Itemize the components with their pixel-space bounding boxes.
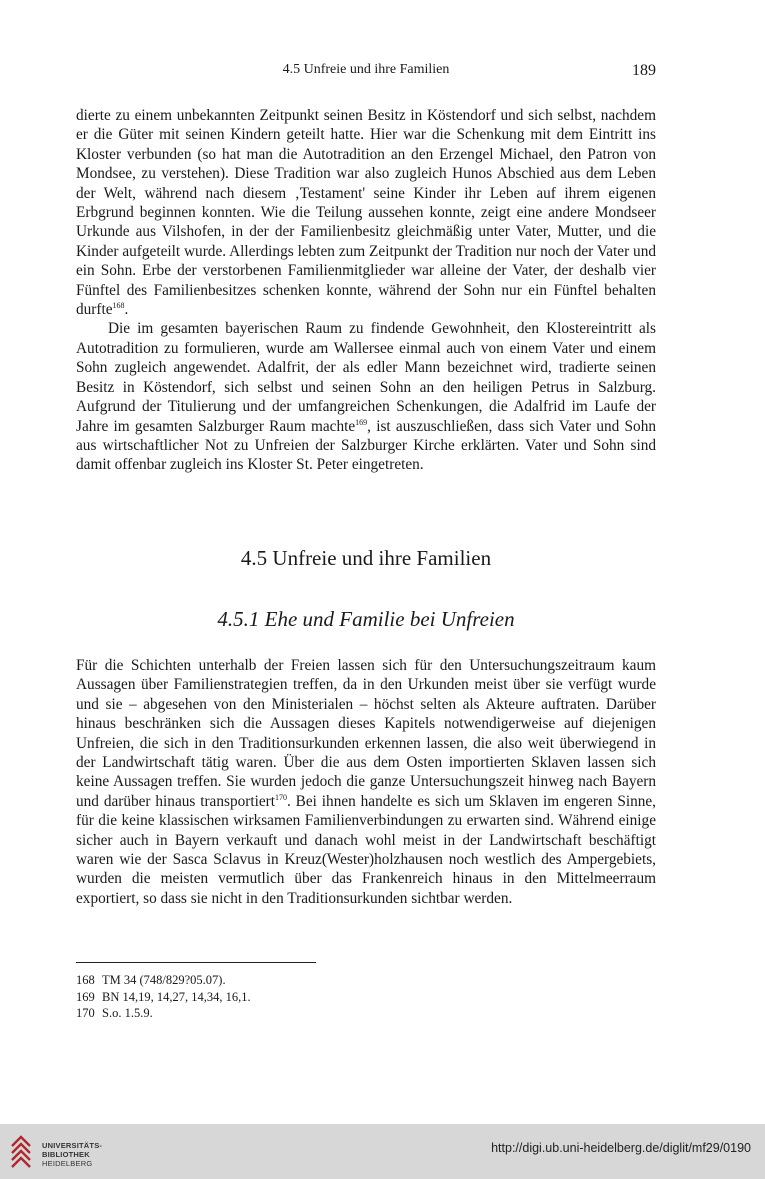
footnote-number: 168 [76, 973, 95, 987]
footnote [76, 972, 656, 989]
page-number: 189 [632, 62, 656, 79]
university-library-logo[interactable] [10, 1132, 110, 1172]
logo-line: BIBLIOTHEK [42, 1150, 90, 1159]
footnote-text: BN 14,19, 14,27, 14,34, 16,1. [102, 989, 251, 1004]
section-heading: 4.5 Unfreie und ihre Familien [240, 546, 492, 570]
footnotes [76, 972, 656, 1022]
library-emblem-icon [10, 1134, 32, 1168]
footnote-number: 170 [76, 1006, 95, 1020]
logo-line: HEIDELBERG [42, 1159, 93, 1168]
paragraph-1-end: . [124, 301, 129, 319]
paragraph-1 [76, 106, 656, 319]
running-head [76, 62, 656, 82]
running-head-title: 4.5 Unfreie und ihre Familien [282, 62, 450, 77]
logo-text [42, 1141, 102, 1168]
body-text-top [76, 106, 656, 475]
paragraph-2-text-a: Die im gesamten bayerischen Raum zu findende Gewohnheit, den Klostereintritt als Autotradition zu formulieren, wurde am Wallersee einmal auch von einem Vater und einem Sohn zugleich angewendet. Adalfrit, der als edler Mann bezeichnet wird, tradierte seinen Besitz in Köstendorf, sich selbst und seinen Sohn an den heiligen Petrus in Salzburg. Aufgrund der Titulierung und der umfangreichen Schenkungen, die Adalfrid im Laufe der Jahre im gesamten Salzburger Raum machte [76, 320, 656, 435]
footnote [76, 989, 656, 1006]
paragraph-3-text-b: . Bei ihnen handelte es sich um Sklaven im engeren Sinne, für die keine klassischen wirksamen Familienverbindungen zu erwarten sind. Während einige sicher auch in Bayern verkauft und danach wohl meist in der Landwirtschaft beschäftigt waren wie der Sasca Sclavus in Kreuz(Wester)holzhausen noch westlich des Ampergebiets, wurden die meisten vermutlich über das Frankenreich hinaus in den Mittelmeerraum exportiert, so dass sie nicht in den Traditionsurkunden sichtbar werden. [76, 792, 657, 907]
footnote-ref-170[interactable]: 170 [274, 792, 287, 802]
paragraph-2-text-b: , ist auszuschließen, dass sich Vater und Sohn aus wirtschaftlicher Not zu Unfreien der Salzburger Kirche erklärten. Vater und Sohn sind damit offenbar zugleich ins Kloster St. Peter eingetreten. [76, 417, 656, 474]
paragraph-3 [76, 656, 656, 908]
body-text-bottom [76, 656, 656, 908]
footnote [76, 1005, 656, 1022]
logo-line: UNIVERSITÄTS- [42, 1141, 103, 1150]
paragraph-3-text-a: Für die Schichten unterhalb der Freien lassen sich für den Untersuchungszeitraum kaum Aussagen über Familienstrategien treffen, da in den Urkunden meist über sie verfügt wurde und sie – abgesehen von den Ministerialen – höchst selten als Akteure auftraten. Darüber hinaus beschränken sich die Aussagen dieses Kapitels notwendigerweise auf diejenigen Unfreien, die sich in den Traditionsurkunden erkennen lassen, die also weit überwiegend in der Landwirtschaft tätig waren. Über die aus dem Osten importierten Sklaven lassen sich keine Aussagen treffen. Sie wurden jedoch die ganze Untersuchungszeit hinweg nach Bayern und darüber hinaus transportiert [76, 657, 656, 810]
paragraph-1-text: dierte zu einem unbekannten Zeitpunkt seinen Besitz in Köstendorf und sich selbst, nachdem er die Güter mit seinen Kindern geteilt hatte. Hier war die Schenkung mit dem Eintritt ins Kloster verbunden (so hat man die Autotradition an den Erzengel Michael, den Patron von Mondsee, zu verstehen). Diese Tradition war also zugleich Hunos Abschied aus dem Leben der Welt, während nach diesem ‚Testament' seine Kinder ihr Leben auf ihrem eigenen Erbgrund beginnen konnten. Wie die Teilung aussehen konnte, zeigt eine andere Mondseer Urkunde aus Vilshofen, in der der Familienbesitz gleichmäßig unter Vater, Mutter, und die Kinder aufgeteilt wurde. Allerdings lebten zum Zeitpunkt der Tradition nur noch der Vater und ein Sohn. Erbe der verstorbenen Familienmitglieder war alleine der Vater, der deshalb vier Fünftel des Familienbesitzes schenken konnte, während der Sohn nur ein Fünftel behalten durfte [76, 107, 656, 319]
footnote-number: 169 [76, 989, 95, 1004]
footnote-text: S.o. 1.5.9. [102, 1006, 153, 1020]
subsection-heading: 4.5.1 Ehe und Familie bei Unfreien [217, 607, 515, 631]
footer-bar [0, 1124, 765, 1179]
footnote-divider [76, 962, 316, 963]
footnote-ref-169[interactable]: 169 [355, 417, 368, 427]
footnote-text: TM 34 (748/829?05.07). [102, 973, 226, 987]
paragraph-2 [76, 319, 656, 474]
footnote-ref-168[interactable]: 168 [112, 300, 125, 310]
source-url[interactable]: http://digi.ub.uni-heidelberg.de/diglit/mf29/0190 [491, 1141, 751, 1155]
